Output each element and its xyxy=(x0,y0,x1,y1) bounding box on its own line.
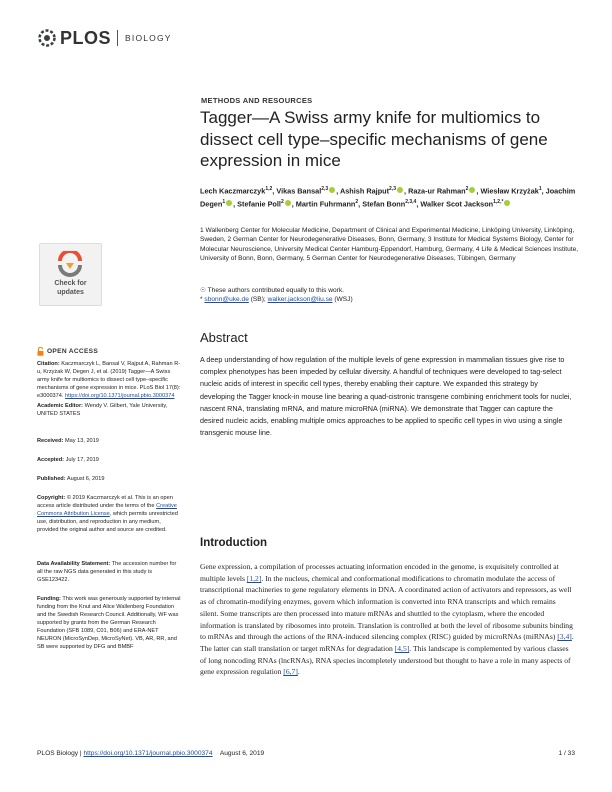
email-owner: (WSJ) xyxy=(332,296,353,304)
author-affiliation-sup: 2,3 xyxy=(321,186,329,192)
editor-label: Academic Editor: xyxy=(37,403,84,409)
author-name: Wiesław Krzyżak xyxy=(480,186,539,196)
author-affiliation-sup: 2 xyxy=(355,198,359,205)
footer-journal: PLOS Biology xyxy=(37,750,79,757)
orcid-icon[interactable] xyxy=(397,187,403,193)
published-date: August 6, 2019 xyxy=(65,476,105,482)
page-number: 1 / 33 xyxy=(558,750,575,757)
author-affiliation-sup: 2,3 xyxy=(389,186,396,192)
author-name: Stefanie Poll xyxy=(237,199,281,209)
check-for-updates-badge[interactable] xyxy=(39,243,102,306)
affiliations: 1 Wallenberg Center for Molecular Medicine, Department of Clinical and Experimental Medicine, Linköping University, Linköping, Sweden, 2 German Center for Neurodegenerative Diseases, Bonn, Germany, 3 Institute for Medical Systems Biology, Center for Molecular Neuroscience, University Medical Center Hamburg-Eppendorf, Hamburg, Germany, 4 Life & Medical Sciences Institute, University of Bonn, Bonn, Germany, 5 German Center for Neurodegenerative Diseases, Tübingen, Germany xyxy=(200,227,579,262)
citation-label: Citation: xyxy=(37,361,60,367)
intro-text: . xyxy=(297,667,300,677)
orcid-icon[interactable] xyxy=(329,187,335,193)
intro-text: Gene expression, a compilation of processes actuating information encoded in the genome, is exquisitely controlled at multiple levels xyxy=(200,562,559,583)
abstract-body: A deep understanding of how regulation of the multiple levels of gene expression in mammalian tissues give rise to complex phenotypes has been impeded by cellular diversity. A handful of techniques were developed to tag-select nucleic acids of interest in specific cell types, thereby enabling their capture. We expanded this strategy by developing the Tagger knock-in mouse line bearing a quad-cistronic transgene combining enrichment tools for nuclei, nascent RNA, translating mRNA, and mature microRNA (miRNA). We demonstrate that Tagger can capture the desired nucleic acids, enabling multiple omics approaches to be applied to specific cell types in vivo using a single transgenic mouse line. xyxy=(200,355,572,438)
published-label: Published: xyxy=(37,476,66,482)
received-block xyxy=(37,437,182,445)
author-affiliation-sup: 1,2 xyxy=(265,186,273,192)
footer-doi-link[interactable]: https://doi.org/10.1371/journal.pbio.3000374 xyxy=(83,750,213,757)
citation-text: Kaczmarczyk L, Bansal V, Rajput A, Rahman R-u, Krzyżak W, Degen J, et al. (2019) Tagger—A Swiss army knife for multiomics to dissect cell type–specific mechanisms of gene expression in mice. PLoS Biol 17(8): e3000374. xyxy=(37,361,181,399)
logo-text: PLOS xyxy=(60,27,112,48)
corresponding-emails: * sbonn@uke.de (SB); walker.jackson@liu.se (WSJ) xyxy=(200,296,353,304)
author-list: Lech Kaczmarczyk$^{1,2}$, Vikas Bansal$^{2,3}$ , Ashish Rajput$^{2,3}$ , Raza-ur Rahman$^2$ , Wiesław Krzyżak$^1$, Joachim Degen$^1$ , Stefanie Poll$^2$ , Martin Fuhrmann$^2$, Stefan Bonn$^{2,3,4}$, Walker Scot Jackson$^{1,2,*}$ xyxy=(200,186,576,209)
copyright-text-2: , which permits unrestricted use, distribution, and reproduction in any medium, provided the original author and source are credited. xyxy=(37,511,178,533)
intro-text: . This landscape is complemented by various classes of long noncoding RNAs (lncRNAs), RNA species incompletely understood but thought to have a role in many aspects of gene expression regulation xyxy=(200,643,571,677)
accepted-block xyxy=(37,456,182,464)
author-affiliation-sup: 1,2,* xyxy=(493,198,504,205)
copyright-block xyxy=(37,494,182,534)
journal-logo[interactable] xyxy=(37,27,172,49)
author-name: Walker Scot Jackson xyxy=(420,199,494,209)
logo-divider xyxy=(117,30,118,46)
license-link[interactable]: Creative Commons Attribution License xyxy=(37,503,177,517)
copyright-text: © 2019 Kaczmarczyk et al. This is an open access article distributed under the terms of the xyxy=(37,495,173,509)
footer-date: August 6, 2019 xyxy=(219,750,265,757)
reference-link[interactable]: [6,7] xyxy=(283,667,298,677)
article-type: METHODS AND RESOURCES xyxy=(201,96,313,105)
editor-text: Wendy V. Gilbert, Yale University, UNITED STATES xyxy=(37,403,168,417)
badge-line-1: Check for xyxy=(54,280,87,287)
orcid-icon[interactable] xyxy=(285,200,291,206)
reference-link[interactable]: [4,5] xyxy=(394,643,410,653)
badge-line-2: updates xyxy=(57,288,84,296)
equal-contribution-mark: ☉ xyxy=(200,287,208,294)
equal-contribution-note: These authors contributed equally to this work. xyxy=(207,287,344,294)
orcid-icon[interactable] xyxy=(226,200,232,206)
copyright-label: Copyright: xyxy=(37,495,66,501)
check-for-updates-icon xyxy=(56,251,84,279)
academic-editor-block xyxy=(37,402,182,418)
intro-text: . The latter can stall translation or target mRNAs for degradation xyxy=(200,632,574,653)
author-name: Joachim Degen xyxy=(200,186,576,209)
author-affiliation-sup: 2 xyxy=(465,186,469,192)
author-name: Raza-ur Rahman xyxy=(408,186,466,196)
article-title: Tagger—A Swiss army knife for multiomics to dissect cell type–specific mechanisms of gene expression in mice xyxy=(200,108,548,170)
data-availability-label: Data Availability Statement: xyxy=(37,561,111,567)
author-name: Lech Kaczmarczyk xyxy=(200,186,266,196)
published-block xyxy=(37,475,182,483)
email-link[interactable]: sbonn@uke.de xyxy=(204,296,249,304)
open-lock-icon xyxy=(37,347,44,356)
funding-block xyxy=(37,595,182,651)
orcid-icon[interactable] xyxy=(504,200,510,206)
author-affiliation-sup: 1 xyxy=(538,186,542,192)
data-availability-block xyxy=(37,560,182,584)
intro-text: . In the nucleus, chemical and conformational modifications to chromatin modulate the access of transcriptional machineries to gene regulatory elements in DNA. A coordinated action of activators and repressors, as well as of chromatin-modifying enzymes, govern which information is converted into RNA transcripts and which remains silent. Some transcripts are then processed into mature mRNAs and shuttled to the cytoplasm, where the encoded information is translated by ribosomes into protein. Translation is controlled at both the level of ribosome subunits binding to mRNAs and through the actions of the RNA-induced silencing complex (RISC) guided by microRNAs (miRNAs) xyxy=(200,573,573,642)
author-affiliation-sup: 1 xyxy=(222,198,226,205)
introduction-heading: Introduction xyxy=(200,537,268,549)
author-affiliation-sup: 2 xyxy=(280,198,284,205)
accepted-label: Accepted: xyxy=(37,457,65,463)
logo-subtitle: BIOLOGY xyxy=(125,33,172,43)
citation-doi-link[interactable]: https://doi.org/10.1371/journal.pbio.3000374 xyxy=(65,393,175,399)
funding-text: This work was generously supported by internal funding from the Knut and Alice Wallenberg Foundation and the Swedish Research Council. Additionally, WF was supported by grants from the German Research Foundation (SFB 1089, C01, B06) and ERA-NET NEURON (MicroSynDep, MicroSyNet). VB, AR, RR, and SB were supported by DFG and BMBF xyxy=(37,596,181,650)
reference-link[interactable]: [1,2] xyxy=(246,573,262,583)
author-affiliation-sup: 2,3,4 xyxy=(405,198,417,205)
introduction-body xyxy=(200,561,574,678)
contribution-notes xyxy=(200,286,580,305)
open-access-text: OPEN ACCESS xyxy=(47,348,99,355)
data-availability-text: The accession number for all the raw NGS data generated in this study is GSE123422. xyxy=(37,561,177,583)
accepted-date: July 17, 2019 xyxy=(64,457,99,463)
received-label: Received: xyxy=(37,438,64,444)
orcid-icon[interactable] xyxy=(469,187,475,193)
open-access-label xyxy=(37,347,98,356)
abstract-heading: Abstract xyxy=(200,330,248,345)
author-name: Martin Fuhrmann xyxy=(295,199,356,209)
author-name: Stefan Bonn xyxy=(362,199,406,209)
email-owner: (SB); xyxy=(248,296,268,304)
funding-label: Funding: xyxy=(37,596,61,602)
reference-link[interactable]: [3,4] xyxy=(557,632,572,642)
citation-block xyxy=(37,360,182,400)
plos-logo-icon xyxy=(37,28,57,48)
email-link[interactable]: walker.jackson@liu.se xyxy=(267,296,333,304)
author-name: Ashish Rajput xyxy=(339,186,390,196)
author-name: Vikas Bansal xyxy=(276,186,322,196)
received-date: May 13, 2019 xyxy=(63,438,99,444)
